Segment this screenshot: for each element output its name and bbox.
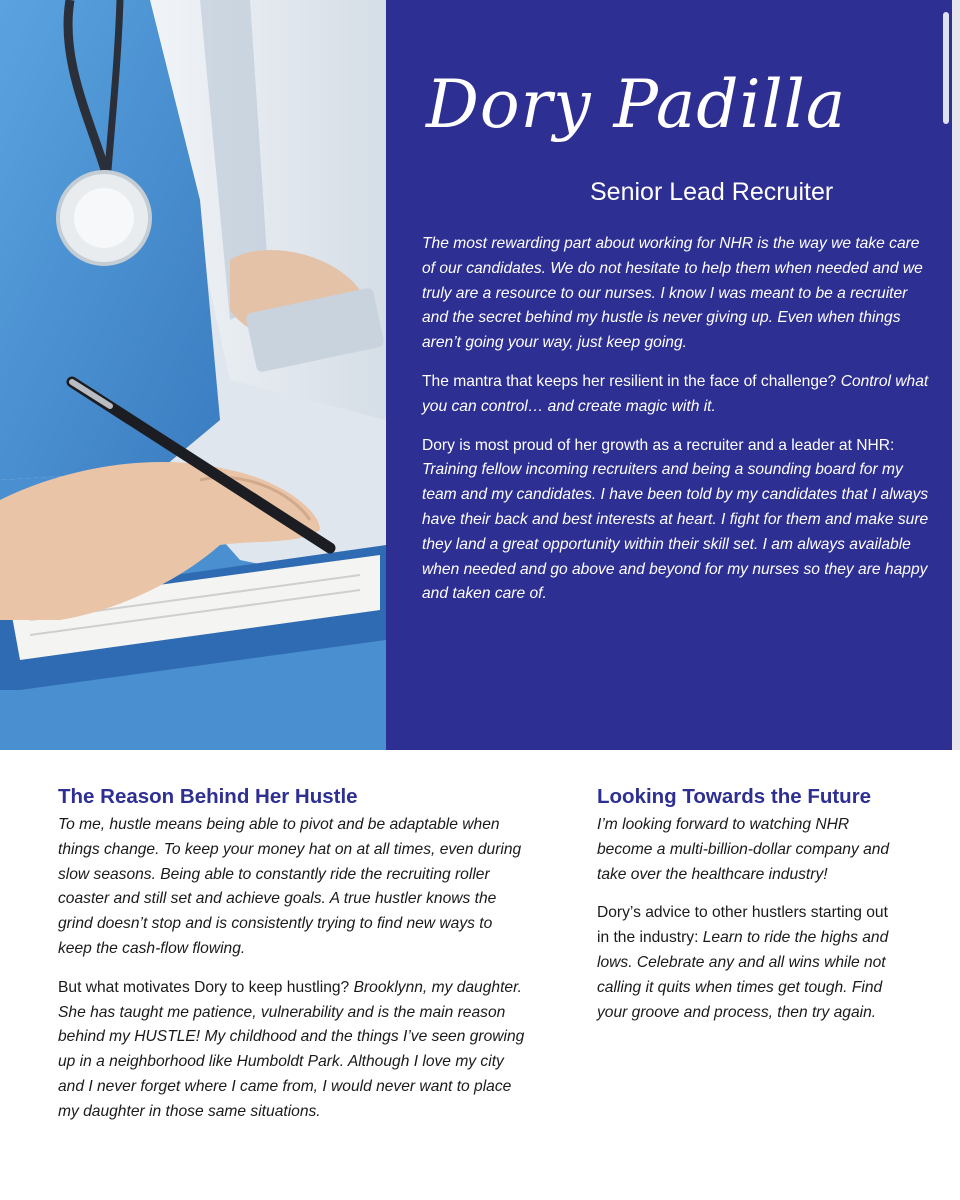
motivation-quote: Brooklynn, my daughter. She has taught me patience, vulnerability and is the main reason behind my HUSTLE! My childhood and the things I’ve seen growing up in a neighborhood like Humboldt Park. Although I love my city and I never forget where I came from, I would never want to place my daughter in those same situations. [58, 978, 525, 1120]
growth-quote: Training fellow incoming recruiters and being a sounding board for my team and my candidates. I have been told by my candidates that I always have their back and best interests at heart. I fight for them and make sure they land a great opportunity within their skill set. I am always available when needed and go above and beyond for my nurses so they are happy and taken care of. [422, 461, 929, 603]
profile-panel [386, 0, 952, 750]
profile-job-title: Senior Lead Recruiter [590, 178, 834, 206]
motivation-lead: But what motivates Dory to keep hustling? [58, 978, 354, 996]
future-section [597, 784, 897, 1039]
advice-quote: Learn to ride the highs and lows. Celebrate any and all wins while not calling it quits when times get tough. Find your groove and process, then try again. [597, 929, 889, 1021]
hero-photo [0, 0, 386, 750]
mantra-lead: The mantra that keeps her resilient in the face of challenge? [422, 372, 841, 390]
hustle-paragraph: To me, hustle means being able to pivot and be adaptable when things change. To keep your money hat on at all times, even during slow seasons. Being able to constantly ride the recruiting roller coaster and still set and achieve goals. A true hustler knows the grind doesn’t stop and is consistently trying to find new ways to keep the cash-flow flowing. [58, 816, 522, 957]
hustle-heading: The Reason Behind Her Hustle [58, 785, 358, 808]
intro-paragraph: The most rewarding part about working for NHR is the way we take care of our candidates. We do not hesitate to help them when needed and we truly are a resource to our nurses. I know I was meant to be a recruiter and the secret behind my hustle is never giving up. Even when things aren’t going your way, just keep going. [422, 235, 923, 352]
mantra-paragraph [422, 370, 934, 420]
advice-paragraph [597, 901, 897, 1025]
growth-paragraph [422, 434, 934, 608]
growth-lead: Dory is most proud of her growth as a recruiter and a leader at NHR: [422, 436, 895, 454]
hustle-section [58, 784, 528, 1139]
future-heading: Looking Towards the Future [597, 785, 872, 808]
scrollbar-track[interactable] [952, 0, 960, 750]
motivation-paragraph [58, 976, 528, 1125]
scrollbar-thumb[interactable] [943, 12, 949, 124]
intro-text [422, 232, 934, 621]
mantra-quote: Control what you can control… and create magic with it. [422, 372, 929, 415]
advice-lead: Dory’s advice to other hustlers starting out in the industry: [597, 904, 888, 947]
future-paragraph: I’m looking forward to watching NHR become a multi-billion-dollar company and take over the healthcare industry! [597, 816, 890, 883]
profile-name: Dory Padilla [426, 66, 847, 143]
